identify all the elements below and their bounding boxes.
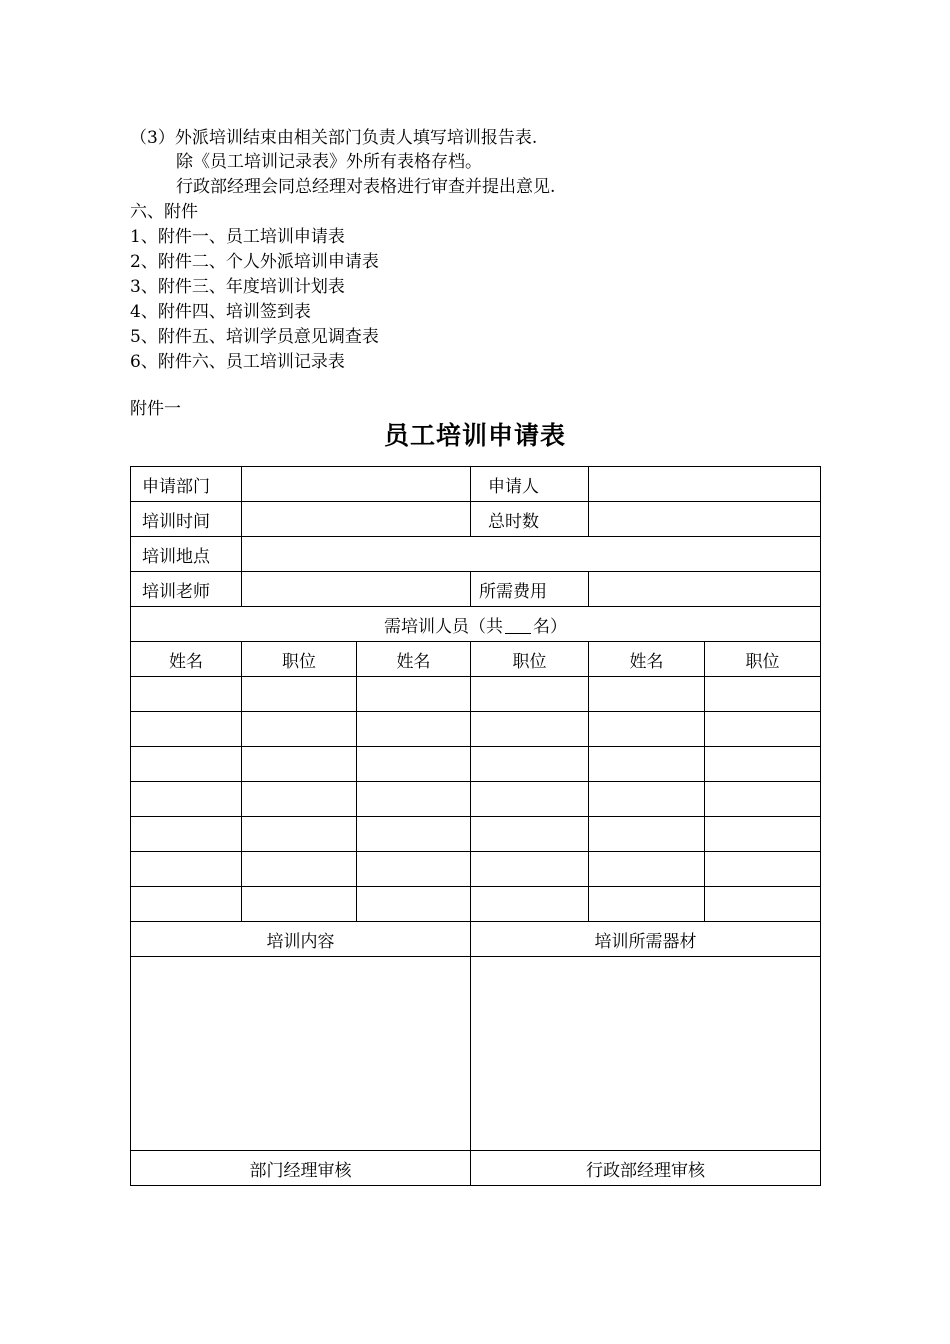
- intro-line-3: 行政部经理会同总经理对表格进行审查并提出意见.: [176, 177, 556, 197]
- training-content-label: 培训内容: [131, 922, 471, 957]
- form-row-location: [131, 537, 821, 572]
- name-cell[interactable]: [589, 852, 705, 887]
- position-cell[interactable]: [705, 677, 821, 712]
- name-cell[interactable]: [357, 747, 471, 782]
- col-name: 姓名: [357, 642, 471, 677]
- equipment-field[interactable]: [471, 957, 821, 1151]
- attachment-item: 1、附件一、员工培训申请表: [130, 227, 345, 247]
- name-cell[interactable]: [357, 852, 471, 887]
- form-row-time: [131, 502, 821, 537]
- training-application-form: [130, 466, 821, 1186]
- position-cell[interactable]: [705, 712, 821, 747]
- applicant-label: 申请人: [471, 467, 589, 502]
- attachment-item: 3、附件三、年度培训计划表: [130, 277, 345, 297]
- apply-dept-field[interactable]: [242, 467, 471, 502]
- name-cell[interactable]: [357, 782, 471, 817]
- cost-label: 所需费用: [471, 572, 589, 607]
- col-position: 职位: [705, 642, 821, 677]
- applicant-field[interactable]: [589, 467, 821, 502]
- trainee-row: [131, 782, 821, 817]
- position-cell[interactable]: [471, 852, 589, 887]
- trainee-row: [131, 817, 821, 852]
- trainee-column-headers: [131, 642, 821, 677]
- equipment-label: 培训所需器材: [471, 922, 821, 957]
- form-title: 员工培训申请表: [383, 421, 566, 450]
- trainer-label: 培训老师: [131, 572, 242, 607]
- position-cell[interactable]: [471, 887, 589, 922]
- col-name: 姓名: [131, 642, 242, 677]
- content-area-row: [131, 957, 821, 1151]
- attachment-item: 5、附件五、培训学员意见调查表: [130, 327, 379, 347]
- training-location-field[interactable]: [242, 537, 821, 572]
- name-cell[interactable]: [589, 887, 705, 922]
- name-cell[interactable]: [131, 712, 242, 747]
- col-name: 姓名: [589, 642, 705, 677]
- position-cell[interactable]: [471, 712, 589, 747]
- col-position: 职位: [471, 642, 589, 677]
- position-cell[interactable]: [471, 817, 589, 852]
- form-row-trainer: [131, 572, 821, 607]
- attachment-item: 2、附件二、个人外派培训申请表: [130, 252, 379, 272]
- trainees-header: [131, 607, 821, 642]
- trainees-prefix: 需培训人员（共: [384, 616, 503, 637]
- trainee-row: [131, 747, 821, 782]
- total-hours-field[interactable]: [589, 502, 821, 537]
- name-cell[interactable]: [589, 747, 705, 782]
- trainee-row: [131, 712, 821, 747]
- col-position: 职位: [242, 642, 357, 677]
- name-cell[interactable]: [357, 677, 471, 712]
- position-cell[interactable]: [242, 677, 357, 712]
- content-headers: [131, 922, 821, 957]
- intro-line-2: 除《员工培训记录表》外所有表格存档。: [176, 152, 482, 172]
- name-cell[interactable]: [131, 677, 242, 712]
- cost-field[interactable]: [589, 572, 821, 607]
- trainee-row: [131, 677, 821, 712]
- review-row: [131, 1151, 821, 1186]
- trainee-row: [131, 852, 821, 887]
- position-cell[interactable]: [705, 852, 821, 887]
- admin-manager-review-label: 行政部经理审核: [471, 1151, 821, 1186]
- position-cell[interactable]: [242, 782, 357, 817]
- trainee-count-blank[interactable]: [505, 617, 531, 634]
- name-cell[interactable]: [589, 712, 705, 747]
- trainees-suffix: 名）: [533, 616, 567, 637]
- name-cell[interactable]: [357, 887, 471, 922]
- name-cell[interactable]: [589, 782, 705, 817]
- name-cell[interactable]: [131, 782, 242, 817]
- name-cell[interactable]: [357, 817, 471, 852]
- position-cell[interactable]: [471, 782, 589, 817]
- position-cell[interactable]: [471, 747, 589, 782]
- position-cell[interactable]: [242, 747, 357, 782]
- form-row-trainees: [131, 607, 821, 642]
- training-content-field[interactable]: [131, 957, 471, 1151]
- dept-manager-review-label: 部门经理审核: [131, 1151, 471, 1186]
- training-location-label: 培训地点: [131, 537, 242, 572]
- name-cell[interactable]: [357, 712, 471, 747]
- attachment-label: 附件一: [130, 399, 181, 419]
- name-cell[interactable]: [589, 817, 705, 852]
- training-time-field[interactable]: [242, 502, 471, 537]
- trainer-field[interactable]: [242, 572, 471, 607]
- position-cell[interactable]: [705, 887, 821, 922]
- apply-dept-label: 申请部门: [131, 467, 242, 502]
- name-cell[interactable]: [131, 817, 242, 852]
- name-cell[interactable]: [131, 887, 242, 922]
- total-hours-label: 总时数: [471, 502, 589, 537]
- position-cell[interactable]: [242, 852, 357, 887]
- position-cell[interactable]: [242, 817, 357, 852]
- position-cell[interactable]: [242, 887, 357, 922]
- position-cell[interactable]: [705, 747, 821, 782]
- name-cell[interactable]: [131, 747, 242, 782]
- name-cell[interactable]: [589, 677, 705, 712]
- position-cell[interactable]: [705, 782, 821, 817]
- name-cell[interactable]: [131, 852, 242, 887]
- section-heading: 六、附件: [130, 202, 198, 222]
- trainee-row: [131, 887, 821, 922]
- attachment-item: 6、附件六、员工培训记录表: [130, 352, 345, 372]
- position-cell[interactable]: [705, 817, 821, 852]
- position-cell[interactable]: [242, 712, 357, 747]
- intro-line-1: （3）外派培训结束由相关部门负责人填写培训报告表.: [130, 128, 538, 148]
- position-cell[interactable]: [471, 677, 589, 712]
- form-row-dept: [131, 467, 821, 502]
- attachment-item: 4、附件四、培训签到表: [130, 302, 311, 322]
- training-time-label: 培训时间: [131, 502, 242, 537]
